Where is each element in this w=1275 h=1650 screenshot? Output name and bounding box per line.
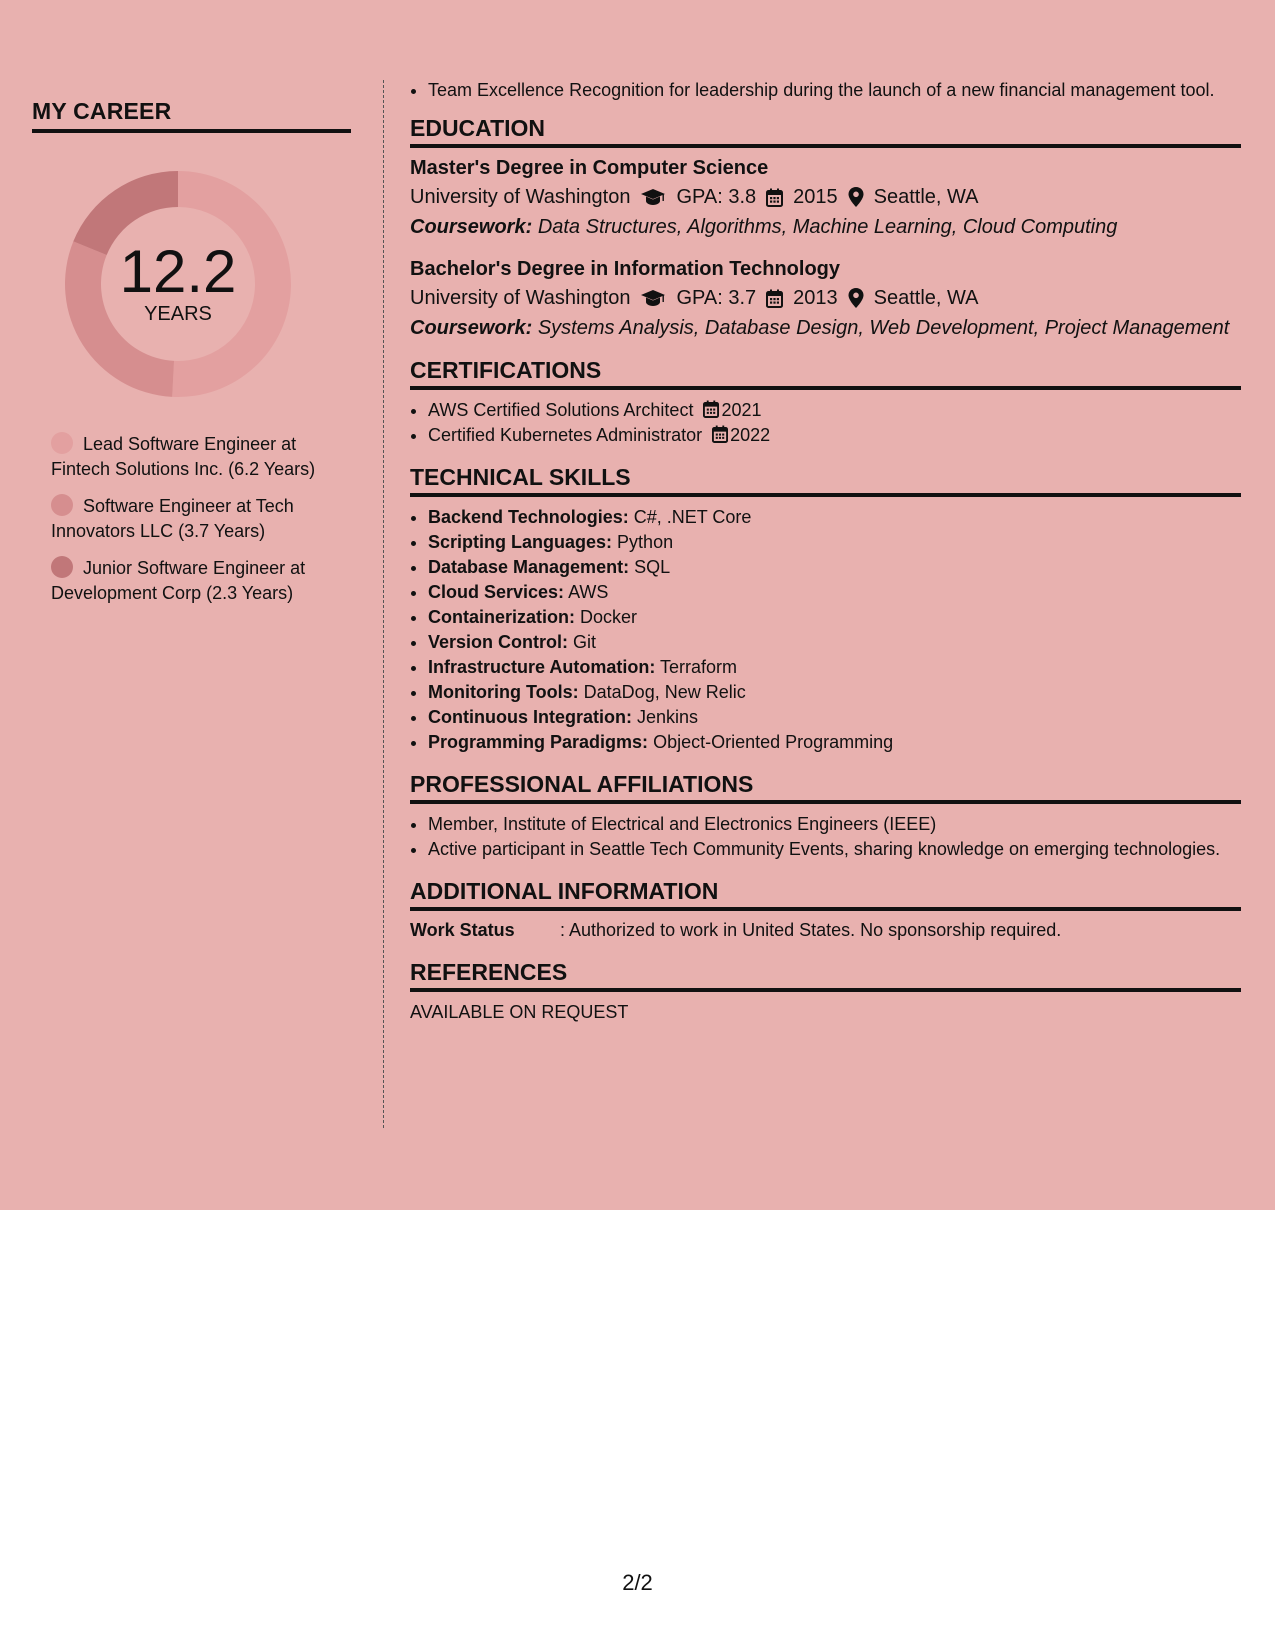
affiliation-item: • Member, Institute of Electrical and Electronics Engineers (IEEE)	[428, 812, 1241, 837]
education-meta	[410, 283, 1241, 313]
skill-item	[428, 655, 1241, 680]
skill-value: Docker	[580, 607, 638, 627]
legend-label: Lead Software Engineer at Fintech Solutions Inc. (6.2 Years)	[51, 434, 316, 479]
skills-title: TECHNICAL SKILLS	[410, 464, 1241, 497]
skill-category: Containerization:	[428, 607, 575, 627]
main-column	[410, 78, 1241, 1025]
school-name: University of Washington	[410, 186, 631, 208]
skill-item	[428, 505, 1241, 530]
certification-name: AWS Certified Solutions Architect	[428, 400, 694, 420]
map-pin-icon	[848, 187, 864, 207]
additional-section	[410, 878, 1241, 943]
certification-item	[428, 423, 1241, 448]
certification-year: 2021	[721, 400, 762, 420]
graduation-cap-icon	[640, 188, 666, 206]
skills-list	[410, 505, 1241, 755]
coursework-label: Coursework:	[410, 317, 533, 339]
skill-category: Scripting Languages:	[428, 532, 613, 552]
skills-section	[410, 464, 1241, 755]
affiliations-section	[410, 771, 1241, 862]
degree-title: Master's Degree in Computer Science	[410, 157, 769, 179]
skill-category: Backend Technologies:	[428, 507, 629, 527]
column-divider	[383, 80, 384, 1128]
skill-value: Jenkins	[636, 707, 699, 727]
school-name: University of Washington	[410, 287, 631, 309]
skill-value: C#, .NET Core	[633, 507, 752, 527]
legend-label: Software Engineer at Tech Innovators LLC (3.7 Years)	[51, 496, 294, 541]
skill-category: Database Management:	[428, 557, 630, 577]
affiliation-item: • Active participant in Seattle Tech Community Events, sharing knowledge on emerging technologies.	[428, 837, 1241, 862]
skill-category: Monitoring Tools:	[428, 682, 579, 702]
coursework	[410, 313, 1241, 343]
career-panel	[32, 98, 351, 618]
degree-title: Bachelor's Degree in Information Technology	[410, 258, 841, 280]
awards-list	[410, 78, 1241, 103]
years-label: YEARS	[144, 302, 212, 325]
legend-item	[51, 556, 336, 606]
career-title: MY CAREER	[32, 98, 351, 133]
graduation-year: 2013	[793, 287, 838, 309]
skill-category: Cloud Services:	[428, 582, 565, 602]
gpa: GPA: 3.7	[676, 287, 757, 309]
coursework-value: Data Structures, Algorithms, Machine Learning, Cloud Computing	[537, 216, 1118, 238]
certifications-title: CERTIFICATIONS	[410, 357, 1241, 390]
work-status-row	[410, 918, 1241, 943]
total-years: 12.2	[119, 237, 237, 305]
skill-value: Python	[617, 532, 674, 552]
legend-dot	[51, 432, 73, 454]
skill-item	[428, 580, 1241, 605]
skill-item	[428, 530, 1241, 555]
education-item	[410, 255, 1241, 343]
references-section	[410, 959, 1241, 1025]
certification-year: 2022	[730, 425, 771, 445]
skill-value: Terraform	[660, 657, 738, 677]
location: Seattle, WA	[873, 186, 979, 208]
graduation-cap-icon	[640, 289, 666, 307]
coursework-label: Coursework:	[410, 216, 533, 238]
references-title: REFERENCES	[410, 959, 1241, 992]
skill-item	[428, 680, 1241, 705]
graduation-year: 2015	[793, 186, 838, 208]
legend-dot	[51, 494, 73, 516]
additional-title: ADDITIONAL INFORMATION	[410, 878, 1241, 911]
certification-name: Certified Kubernetes Administrator	[428, 425, 703, 445]
education-meta	[410, 182, 1241, 212]
education-section	[410, 115, 1241, 343]
skill-category: Infrastructure Automation:	[428, 657, 656, 677]
certification-item	[428, 398, 1241, 423]
gpa: GPA: 3.8	[676, 186, 757, 208]
skill-item	[428, 705, 1241, 730]
location: Seattle, WA	[873, 287, 979, 309]
references-text: AVAILABLE ON REQUEST	[410, 1002, 629, 1022]
skill-item	[428, 555, 1241, 580]
affiliations-title: PROFESSIONAL AFFILIATIONS	[410, 771, 1241, 804]
work-status-value: : Authorized to work in United States. No sponsorship required.	[560, 920, 1062, 940]
certifications-list	[410, 398, 1241, 448]
calendar-icon	[766, 289, 783, 308]
work-status-label: Work Status	[410, 920, 515, 940]
skill-category: Continuous Integration:	[428, 707, 632, 727]
certifications-section	[410, 357, 1241, 448]
award-item: • Team Excellence Recognition for leadership during the launch of a new financial management tool.	[428, 78, 1241, 103]
coursework-value: Systems Analysis, Database Design, Web Development, Project Management	[537, 317, 1230, 339]
calendar-icon	[703, 400, 719, 418]
calendar-icon	[712, 425, 728, 443]
legend-label: Junior Software Engineer at Development Corp (2.3 Years)	[51, 558, 306, 603]
legend-dot	[51, 556, 73, 578]
skill-value: Git	[573, 632, 597, 652]
career-donut-chart	[63, 169, 293, 399]
affiliations-list	[410, 812, 1241, 862]
skill-value: DataDog, New Relic	[583, 682, 746, 702]
skill-value: Object-Oriented Programming	[653, 732, 894, 752]
coursework	[410, 212, 1241, 242]
skill-category: Programming Paradigms:	[428, 732, 649, 752]
map-pin-icon	[848, 288, 864, 308]
skill-item	[428, 630, 1241, 655]
legend-item	[51, 432, 336, 482]
skill-value: SQL	[634, 557, 671, 577]
skill-category: Version Control:	[428, 632, 569, 652]
education-item	[410, 154, 1241, 242]
skill-item	[428, 605, 1241, 630]
page-number: 2/2	[622, 1570, 653, 1595]
skill-item	[428, 730, 1241, 755]
calendar-icon	[766, 188, 783, 207]
career-legend	[51, 432, 336, 606]
skill-value: AWS	[568, 582, 609, 602]
legend-item	[51, 494, 336, 544]
education-title: EDUCATION	[410, 115, 1241, 148]
